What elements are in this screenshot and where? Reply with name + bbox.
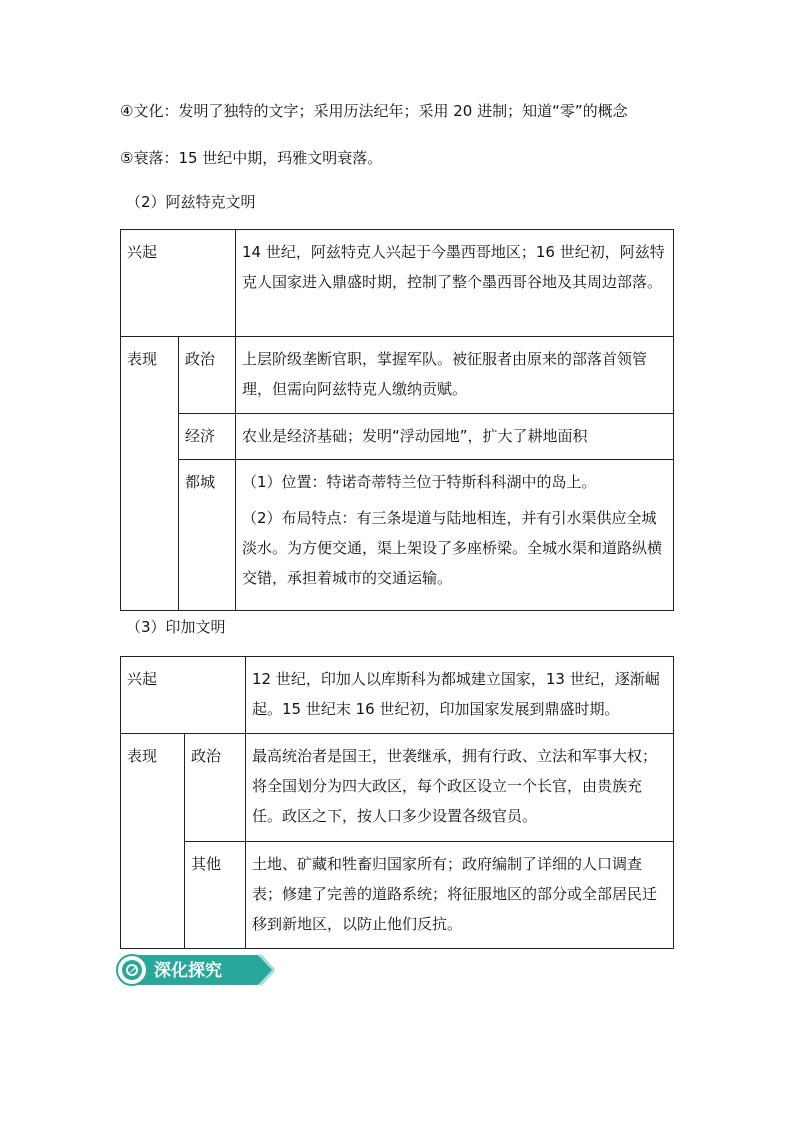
aztec-capital-location: （1）位置：特诺奇蒂特兰位于特斯科科湖中的岛上。 bbox=[242, 473, 597, 491]
inca-table bbox=[120, 656, 674, 949]
aztec-table bbox=[120, 229, 674, 611]
aztec-economy-label: 经济 bbox=[185, 427, 216, 445]
banner-label: 深化探究 bbox=[154, 961, 222, 981]
aztec-rise-text: 14 世纪，阿兹特克人兴起于今墨西哥地区；16 世纪初，阿兹特克人国家进入鼎盛时期，控制了整个墨西哥谷地及其周边部落。 bbox=[242, 243, 665, 291]
aztec-capital-label: 都城 bbox=[185, 473, 216, 491]
inca-politics-text: 最高统治者是国王，世袭继承，拥有行政、立法和军事大权；将全国划分为四大政区，每个政区设立一个长官，由贵族充任。政区之下，按人口多少设置各级官员。 bbox=[252, 747, 658, 825]
aztec-politics-label: 政治 bbox=[185, 350, 216, 368]
section-banner bbox=[116, 952, 276, 986]
inca-rise-text: 12 世纪，印加人以库斯科为都城建立国家，13 世纪，逐渐崛起。15 世纪末 16 世纪初，印加国家发展到鼎盛时期。 bbox=[252, 670, 660, 718]
culture-line: ④文化：发明了独特的文字；采用历法纪年；采用 20 进制；知道“零”的概念 bbox=[120, 102, 628, 120]
inca-other-text: 土地、矿藏和牲畜归国家所有；政府编制了详细的人口调查表；修建了完善的道路系统；将征服地区的部分或全部居民迁移到新地区，以防止他们反抗。 bbox=[252, 855, 658, 933]
inca-heading: （3）印加文明 bbox=[126, 618, 226, 636]
inca-politics-label: 政治 bbox=[191, 747, 222, 765]
aztec-economy-text: 农业是经济基础；发明“浮动园地”，扩大了耕地面积 bbox=[242, 427, 588, 445]
aztec-heading: （2）阿兹特克文明 bbox=[126, 193, 256, 211]
inca-performance-label: 表现 bbox=[127, 747, 158, 765]
aztec-politics-text: 上层阶级垄断官职，掌握军队。被征服者由原来的部落首领管理，但需向阿兹特克人缴纳贡赋。 bbox=[242, 350, 648, 398]
inca-other-label: 其他 bbox=[191, 855, 222, 873]
decline-line: ⑤衰落：15 世纪中期，玛雅文明衰落。 bbox=[120, 149, 383, 167]
aztec-performance-label: 表现 bbox=[127, 350, 158, 368]
inca-rise-label: 兴起 bbox=[127, 670, 158, 688]
aztec-capital-layout: （2）布局特点：有三条堤道与陆地相连，并有引水渠供应全城淡水。为方便交通，渠上架设了多座桥梁。全城水渠和道路纵横交错，承担着城市的交通运输。 bbox=[242, 509, 663, 587]
aztec-rise-label: 兴起 bbox=[127, 243, 158, 261]
